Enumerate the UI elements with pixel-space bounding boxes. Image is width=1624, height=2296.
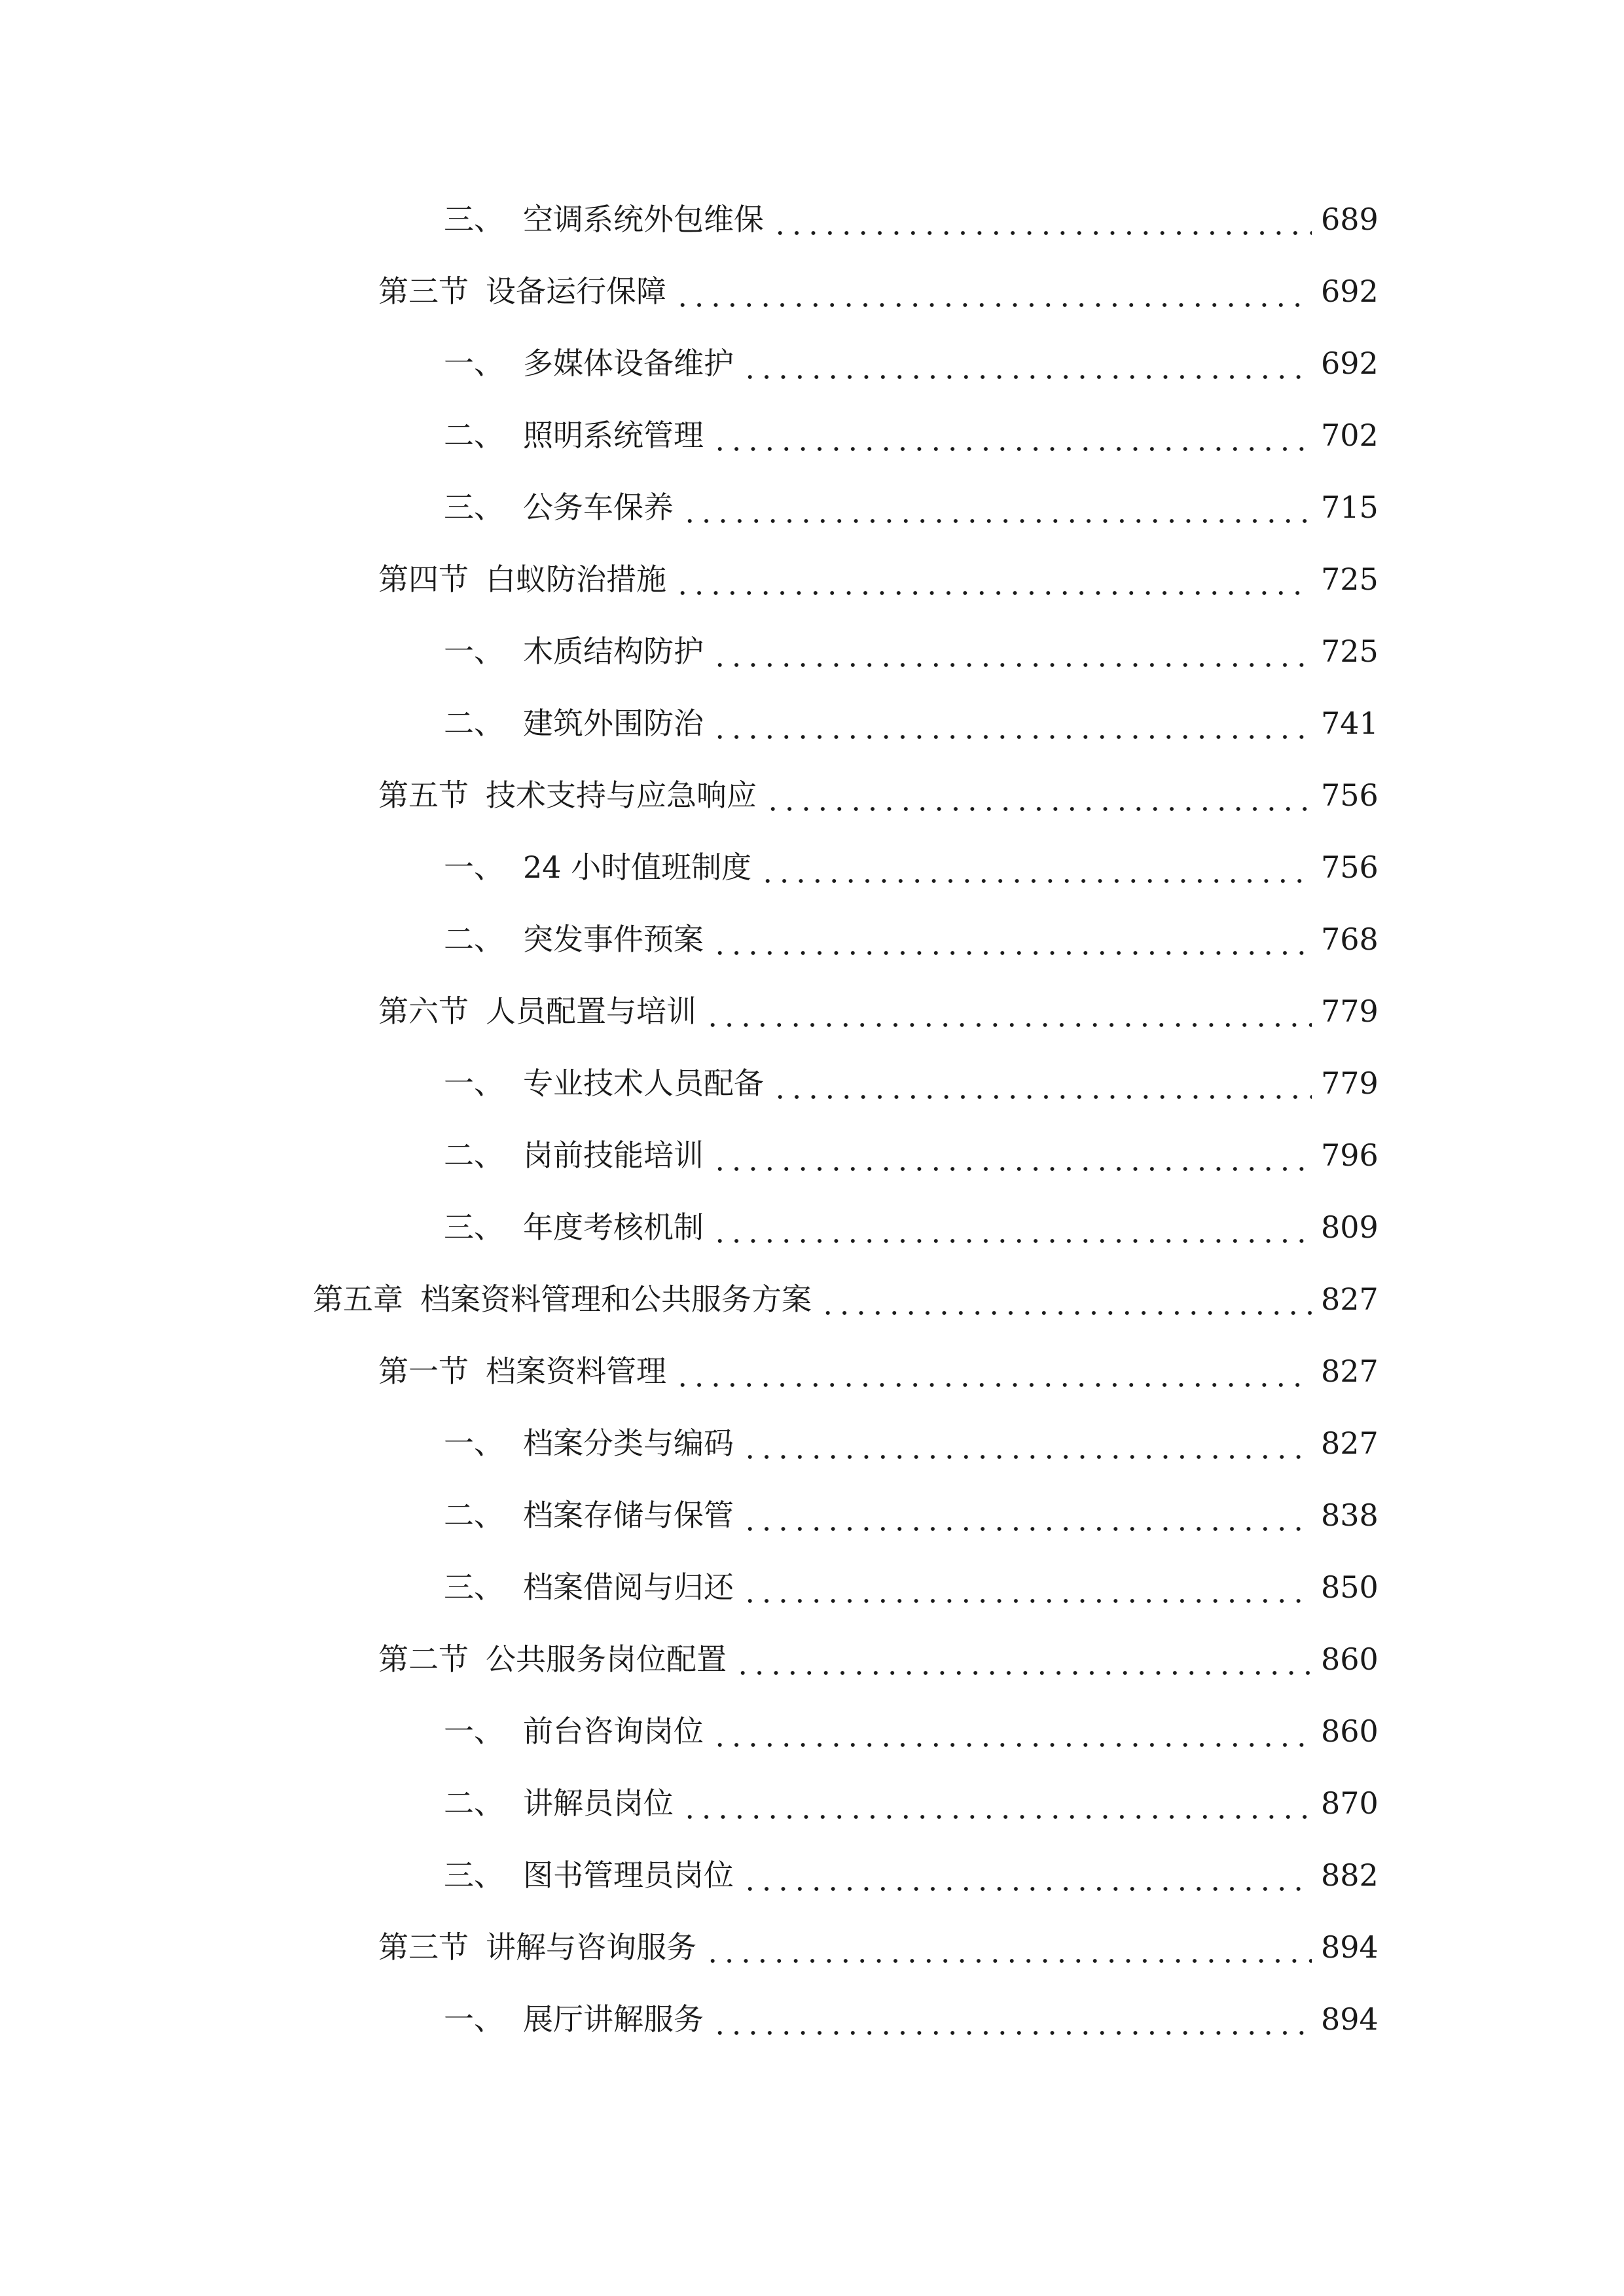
dot-leader (674, 550, 1312, 609)
toc-entry-title: 展厅讲解服务 (523, 2001, 704, 2037)
toc-entry-number: 一、 (444, 1426, 504, 1461)
toc-entry-page: 756 (1321, 778, 1379, 813)
toc-entry-number: 一、 (444, 346, 504, 381)
toc-entry-title: 档案资料管理 (486, 1354, 666, 1389)
toc-entry[interactable] (0, 1198, 1624, 1257)
dot-leader (681, 1774, 1312, 1833)
toc-entry[interactable] (0, 910, 1624, 969)
dot-leader (712, 1198, 1312, 1257)
toc-entry-number: 第六节 (378, 994, 469, 1029)
toc-entry-page: 692 (1321, 346, 1379, 381)
toc-entry-number: 二、 (444, 922, 504, 957)
toc-entry-title: 岗前技能培训 (523, 1138, 704, 1173)
toc-entry-number: 第三节 (378, 274, 469, 309)
toc-entry-page: 827 (1321, 1354, 1379, 1389)
toc-entry[interactable] (0, 550, 1624, 609)
toc-entry[interactable] (0, 1846, 1624, 1905)
toc-entry-title: 前台咨询岗位 (523, 1713, 704, 1749)
toc-entry-number: 三、 (444, 202, 504, 237)
dot-leader (742, 1414, 1312, 1473)
toc-entry[interactable] (0, 334, 1624, 393)
toc-entry[interactable] (0, 1486, 1624, 1545)
toc-entry-number: 一、 (444, 2001, 504, 2037)
dot-leader (674, 1342, 1312, 1401)
toc-entry[interactable] (0, 694, 1624, 753)
toc-entry-page: 809 (1321, 1210, 1379, 1245)
toc-entry-number: 第五章 (313, 1282, 403, 1317)
toc-entry-title: 图书管理员岗位 (523, 1857, 734, 1893)
toc-entry-page: 827 (1321, 1282, 1379, 1317)
toc-entry-page: 689 (1321, 202, 1379, 237)
toc-entry-title: 专业技术人员配备 (523, 1066, 764, 1101)
dot-leader (742, 1486, 1312, 1545)
toc-entry-title: 白蚁防治措施 (486, 562, 666, 597)
toc-entry[interactable] (0, 1558, 1624, 1617)
toc-entry-number: 第一节 (378, 1354, 469, 1389)
toc-entry-title: 24 小时值班制度 (523, 850, 752, 885)
dot-leader (712, 1702, 1312, 1761)
toc-entry-title: 档案存储与保管 (523, 1498, 734, 1533)
toc-entry-page: 850 (1321, 1570, 1379, 1605)
toc-entry-number: 第五节 (378, 778, 469, 813)
dot-leader (712, 406, 1312, 465)
toc-entry[interactable] (0, 1774, 1624, 1833)
toc-entry-title: 建筑外围防治 (523, 706, 704, 741)
toc-entry-page: 894 (1321, 2001, 1379, 2037)
toc-entry-number: 第三节 (378, 1929, 469, 1965)
dot-leader (712, 622, 1312, 681)
dot-leader (712, 694, 1312, 753)
toc-entry[interactable] (0, 1342, 1624, 1401)
toc-entry[interactable] (0, 1054, 1624, 1113)
toc-entry-number: 第二节 (378, 1641, 469, 1677)
dot-leader (674, 262, 1312, 321)
toc-entry[interactable] (0, 1414, 1624, 1473)
toc-entry[interactable] (0, 1630, 1624, 1689)
toc-entry-number: 一、 (444, 850, 504, 885)
toc-entry-title: 多媒体设备维护 (523, 346, 734, 381)
toc-entry-page: 779 (1321, 1066, 1379, 1101)
toc-entry[interactable] (0, 766, 1624, 825)
toc-entry[interactable] (0, 622, 1624, 681)
toc-entry-page: 768 (1321, 922, 1379, 957)
toc-entry-number: 二、 (444, 418, 504, 453)
toc-entry-number: 一、 (444, 1066, 504, 1101)
dot-leader (704, 982, 1312, 1041)
dot-leader (772, 190, 1312, 249)
dot-leader (742, 334, 1312, 393)
dot-leader (772, 1054, 1312, 1113)
toc-entry-number: 第四节 (378, 562, 469, 597)
toc-entry-title: 档案借阅与归还 (523, 1570, 734, 1605)
toc-entry[interactable] (0, 838, 1624, 897)
toc-entry-number: 三、 (444, 1857, 504, 1893)
toc-entry-title: 公务车保养 (523, 490, 674, 525)
dot-leader (759, 838, 1312, 897)
toc-entry-page: 725 (1321, 562, 1379, 597)
toc-entry-number: 三、 (444, 1210, 504, 1245)
dot-leader (734, 1630, 1312, 1689)
toc-entry-page: 860 (1321, 1713, 1379, 1749)
toc-entry-title: 年度考核机制 (523, 1210, 704, 1245)
toc-entry-page: 779 (1321, 994, 1379, 1029)
toc-entry-title: 照明系统管理 (523, 418, 704, 453)
toc-entry[interactable] (0, 262, 1624, 321)
toc-entry-page: 796 (1321, 1138, 1379, 1173)
toc-entry-number: 二、 (444, 1138, 504, 1173)
dot-leader (742, 1558, 1312, 1617)
toc-entry-title: 档案分类与编码 (523, 1426, 734, 1461)
toc-entry-title: 设备运行保障 (486, 274, 666, 309)
toc-entry-number: 二、 (444, 706, 504, 741)
toc-entry[interactable] (0, 190, 1624, 249)
toc-entry[interactable] (0, 1702, 1624, 1761)
toc-entry[interactable] (0, 478, 1624, 537)
toc-entry-title: 技术支持与应急响应 (486, 778, 757, 813)
toc-entry-number: 一、 (444, 634, 504, 669)
toc-entry-title: 人员配置与培训 (486, 994, 696, 1029)
table-of-contents (0, 190, 1624, 2075)
toc-entry-title: 讲解与咨询服务 (486, 1929, 696, 1965)
dot-leader (742, 1846, 1312, 1905)
dot-leader (704, 1918, 1312, 1977)
dot-leader (712, 1126, 1312, 1185)
toc-entry-title: 公共服务岗位配置 (486, 1641, 727, 1677)
toc-chapter-entry[interactable] (0, 1270, 1624, 1329)
toc-entry-title: 空调系统外包维保 (523, 202, 764, 237)
toc-entry[interactable] (0, 406, 1624, 465)
toc-entry-page: 882 (1321, 1857, 1379, 1893)
dot-leader (681, 478, 1312, 537)
toc-entry-number: 三、 (444, 1570, 504, 1605)
toc-entry-number: 二、 (444, 1498, 504, 1533)
toc-entry-title: 讲解员岗位 (523, 1785, 674, 1821)
toc-entry[interactable] (0, 982, 1624, 1041)
dot-leader (712, 1990, 1312, 2049)
toc-entry-page: 741 (1321, 706, 1379, 741)
toc-entry-title: 木质结构防护 (523, 634, 704, 669)
toc-entry-page: 756 (1321, 850, 1379, 885)
toc-entry-number: 二、 (444, 1785, 504, 1821)
toc-entry-page: 838 (1321, 1498, 1379, 1533)
toc-entry-page: 870 (1321, 1785, 1379, 1821)
toc-entry-page: 894 (1321, 1929, 1379, 1965)
toc-entry-page: 860 (1321, 1641, 1379, 1677)
toc-entry-number: 三、 (444, 490, 504, 525)
toc-entry-page: 827 (1321, 1426, 1379, 1461)
dot-leader (712, 910, 1312, 969)
dot-leader (820, 1270, 1312, 1329)
toc-entry-title: 档案资料管理和公共服务方案 (420, 1282, 812, 1317)
toc-entry-page: 725 (1321, 634, 1379, 669)
toc-entry-page: 715 (1321, 490, 1379, 525)
toc-entry[interactable] (0, 1126, 1624, 1185)
toc-entry-page: 702 (1321, 418, 1379, 453)
dot-leader (765, 766, 1312, 825)
toc-entry-title: 突发事件预案 (523, 922, 704, 957)
toc-entry-number: 一、 (444, 1713, 504, 1749)
toc-entry[interactable] (0, 1990, 1624, 2049)
toc-entry-page: 692 (1321, 274, 1379, 309)
toc-entry[interactable] (0, 1918, 1624, 1977)
